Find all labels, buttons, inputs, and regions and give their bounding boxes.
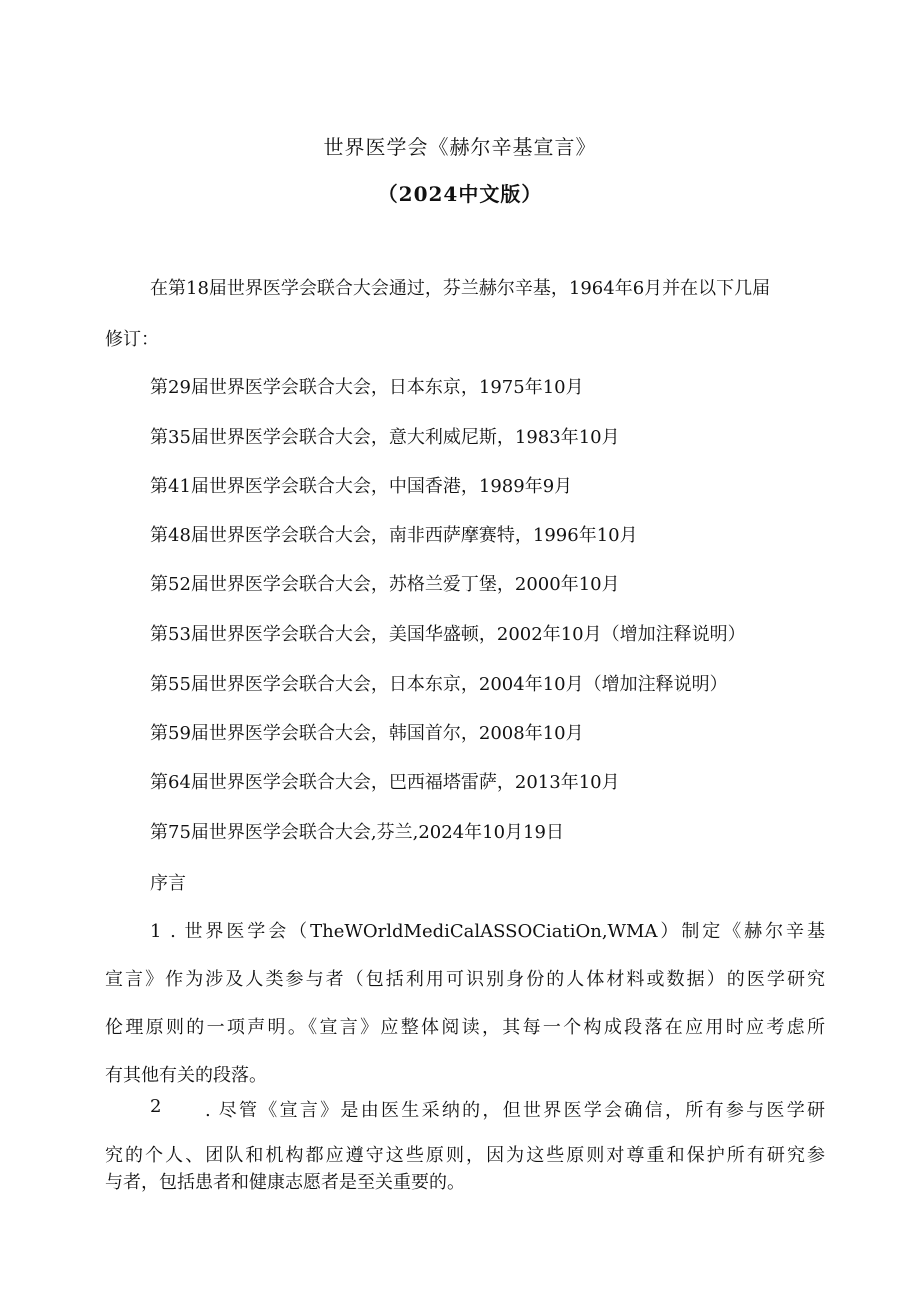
revision-item: 第53届世界医学会联合大会，美国华盛顿，2002年10月（增加注释说明）: [150, 624, 746, 645]
para1-line-1: 1 . 世界医学会（TheWOrldMediCalASSOCiatiOn,WMA）制定《赫尔辛基: [150, 921, 825, 942]
revision-item: 第52届世界医学会联合大会，苏格兰爱丁堡，2000年10月: [150, 574, 620, 595]
revision-item: 第75届世界医学会联合大会,芬兰,2024年10月19日: [150, 822, 564, 843]
revision-item: 第29届世界医学会联合大会，日本东京，1975年10月: [150, 377, 584, 398]
para1-line-2: 宣言》作为涉及人类参与者（包括利用可识别身份的人体材料或数据）的医学研究: [105, 969, 825, 990]
para2-line-2: 究的个人、团队和机构都应遵守这些原则，因为这些原则对尊重和保护所有研究参: [105, 1145, 825, 1166]
revision-item: 第41届世界医学会联合大会，中国香港，1989年9月: [150, 476, 573, 497]
revision-item: 第64届世界医学会联合大会，巴西福塔雷萨，2013年10月: [150, 772, 620, 793]
intro-line-2: 修订：: [105, 329, 159, 350]
para2-number: 2: [150, 1096, 162, 1117]
para2-line-3: 与者，包括患者和健康志愿者是至关重要的。: [105, 1172, 465, 1193]
revision-item: 第59届世界医学会联合大会，韩国首尔，2008年10月: [150, 723, 584, 744]
revision-item: 第55届世界医学会联合大会，日本东京，2004年10月（增加注释说明）: [150, 674, 728, 695]
intro-line-1: 在第18届世界医学会联合大会通过，芬兰赫尔辛基，1964年6月并在以下几届: [150, 278, 771, 299]
para1-line-3: 伦理原则的一项声明。《宣言》应整体阅读，其每一个构成段落在应用时应考虑所: [105, 1017, 825, 1038]
para1-line-4: 有其他有关的段落。: [105, 1065, 267, 1086]
para2-line-1: . 尽管《宣言》是由医生采纳的，但世界医学会确信，所有参与医学研: [205, 1100, 825, 1121]
document-subtitle: （2024中文版）: [377, 182, 543, 206]
revision-item: 第48届世界医学会联合大会，南非西萨摩赛特，1996年10月: [150, 525, 638, 546]
preface-heading: 序言: [150, 873, 186, 894]
revision-item: 第35届世界医学会联合大会，意大利威尼斯，1983年10月: [150, 427, 620, 448]
document-title: 世界医学会《赫尔辛基宣言》: [323, 135, 597, 159]
